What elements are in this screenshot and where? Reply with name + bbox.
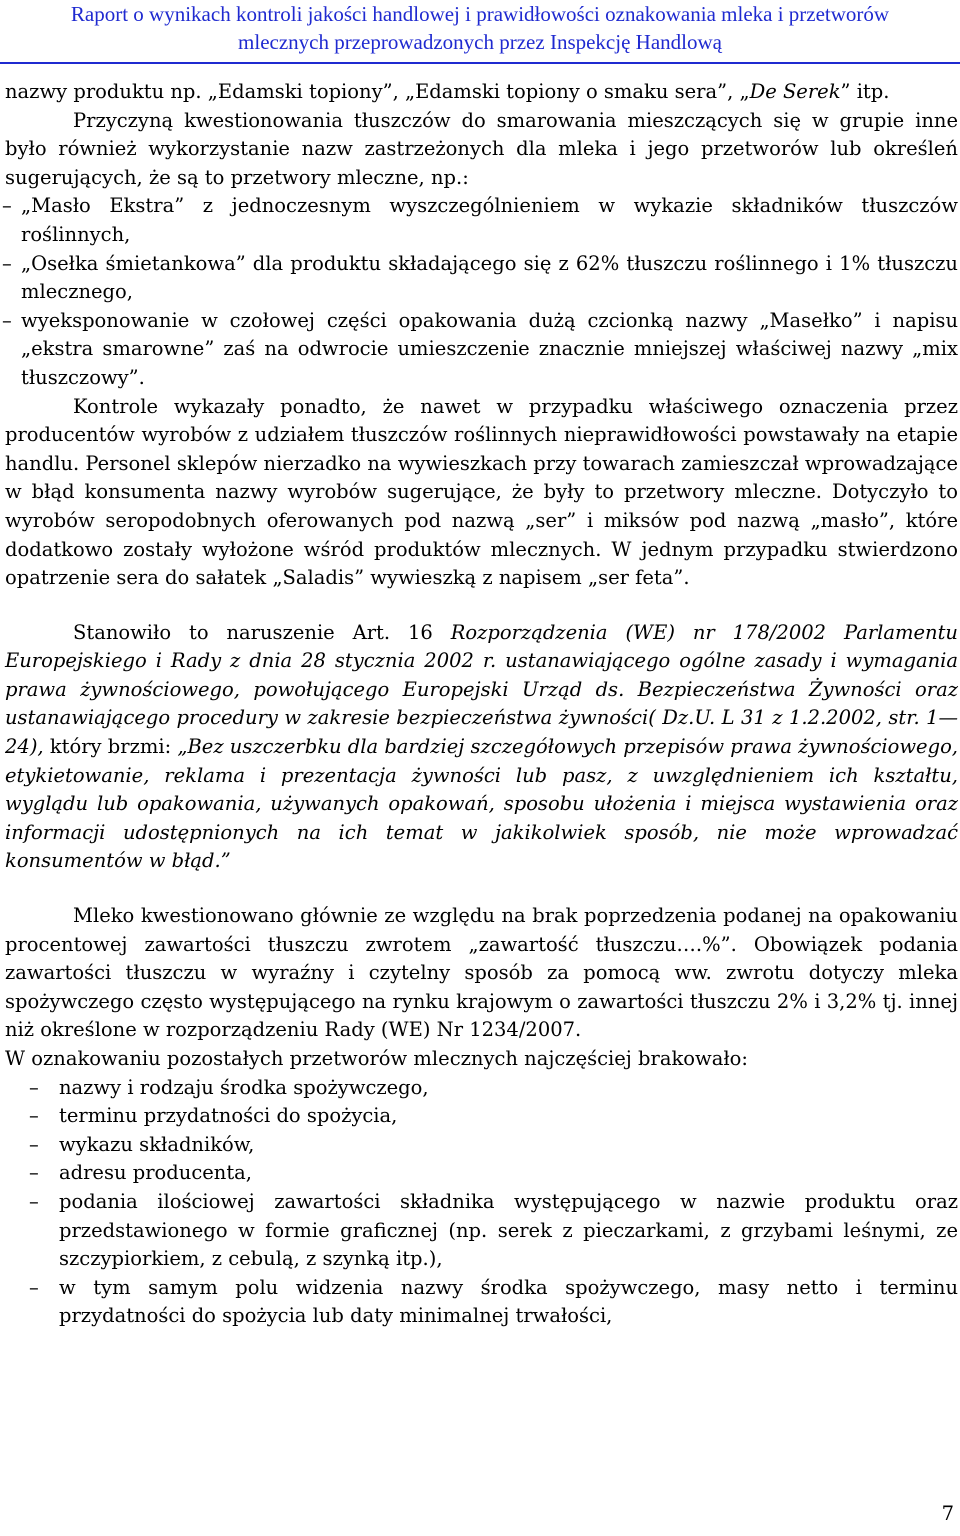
missing-labels-list <box>5 1074 958 1331</box>
list-item: – „Masło Ekstra” z jednoczesnym wyszczególnieniem w wykazie składników tłuszczów roślinnych, <box>5 192 958 249</box>
paragraph-text: który brzmi: <box>43 735 178 759</box>
regulation-quote: „Bez uszczerbku dla bardziej szczegółowych przepisów prawa żywnościowego, etykietowanie, reklama i prezentacja żywności lub pasz, z uwzględnieniem ich kształtu, wyglądu lub opakowania, używanych opakowań, sposobu ułożenia i miejsca wystawienia oraz informacji udostępnionych na ich temat w jakikolwiek sposób, nie może wprowadzać konsumentów w błąd.” <box>5 735 959 873</box>
list-item: – „Osełka śmietankowa” dla produktu składającego się z 62% tłuszczu roślinnego i 1% tłuszczu mlecznego, <box>5 250 958 307</box>
examples-list <box>5 192 958 392</box>
paragraph-gap <box>5 876 958 902</box>
paragraph-text: ” itp. <box>840 80 890 103</box>
page-number: 7 <box>941 1502 954 1525</box>
list-item: – terminu przydatności do spożycia, <box>5 1102 958 1131</box>
list-item: – adresu producenta, <box>5 1159 958 1188</box>
list-item: – nazwy i rodzaju środka spożywczego, <box>5 1074 958 1103</box>
document-body <box>5 78 958 1331</box>
paragraph-fat-spreads: Przyczyną kwestionowania tłuszczów do smarowania mieszczących się w grupie inne było również wykorzystanie nazw zastrzeżonych dla mleka i jego przetworów lub określeń sugerujących, że są to przetwory mleczne, np.: <box>5 108 958 189</box>
list-item: – podania ilościowej zawartości składnika występującego w nazwie produktu oraz przedstawionego w formie graficznej (np. serek z pieczarkami, z grzybami leśnymi, ze szczypiorkiem, z cebulą, z szynką itp.), <box>5 1188 958 1274</box>
paragraph-regulation <box>5 619 958 876</box>
header-line-2: mlecznych przeprowadzonych przez Inspekcję Handlową <box>238 30 722 54</box>
header-divider <box>0 62 960 64</box>
paragraph-text: nazwy produktu np. „Edamski topiony”, „Edamski topiony o smaku sera”, „ <box>5 80 750 103</box>
paragraph-missing-labels: W oznakowaniu pozostałych przetworów mlecznych najczęściej brakowało: <box>5 1047 748 1070</box>
paragraph-milk: Mleko kwestionowano głównie ze względu na brak poprzedzenia podanej na opakowaniu procentowej zawartości tłuszczu zwrotem „zawartość tłuszczu….%”. Obowiązek podania zawartości tłuszczu w wyraźny i czytelny sposób za pomocą ww. zwrotu dotyczy mleka spożywczego często występującego na rynku krajowym o zawartości tłuszczu 2% i 3,2% tj. innej niż określone w rozporządzeniu Rady (WE) Nr 1234/2007. <box>5 904 958 1042</box>
regulation-citation: Rozporządzenia (WE) nr 178/2002 Parlamentu Europejskiego i Rady z dnia 28 stycznia 2002 r. ustanawiającego ogólne zasady i wymagania prawa żywnościowego, powołującego Europejski Urząd ds. Bezpieczeństwa Żywności oraz ustanawiającego procedury w zakresie bezpieczeństwa żywności( Dz.U. L 31 z 1.2.2002, str. 1—24), <box>5 620 958 759</box>
list-item: – wyeksponowanie w czołowej części opakowania dużą czcionką nazwy „Masełko” i napisu „ekstra smarowne” zaś na odwrocie umieszczenie znacznie mniejszej właściwej nazwy „mix tłuszczowy”. <box>5 307 958 393</box>
running-header <box>0 0 960 56</box>
list-item: – w tym samym polu widzenia nazwy środka spożywczego, masy netto i terminu przydatności do spożycia lub daty minimalnej trwałości, <box>5 1274 958 1331</box>
paragraph-continuation <box>5 78 958 107</box>
paragraph-text: Stanowiło to naruszenie Art. 16 <box>73 620 451 644</box>
paragraph-controls: Kontrole wykazały ponadto, że nawet w przypadku właściwego oznaczenia przez producentów wyrobów z udziałem tłuszczów roślinnych nieprawidłowości powstawały na etapie handlu. Personel sklepów nierzadko na wywieszkach przy towarach zamieszczał wprowadzające w błąd konsumenta nazwy wyrobów sugerujące, że były to przetwory mleczne. Dotyczyło to wyrobów seropodobnych oferowanych pod nazwą „ser” i miksów pod nazwą „masło”, które dodatkowo zostały wyłożone wśród produktów mlecznych. W jednym przypadku stwierdzono opatrzenie sera do sałatek „Saladis” wywieszką z napisem „ser feta”. <box>5 394 958 590</box>
header-line-1: Raport o wynikach kontroli jakości handlowej i prawidłowości oznakowania mleka i przetworów <box>70 2 890 26</box>
paragraph-gap <box>5 593 958 619</box>
italic-product-name: De Serek <box>749 80 841 103</box>
list-item: – wykazu składników, <box>5 1131 958 1160</box>
